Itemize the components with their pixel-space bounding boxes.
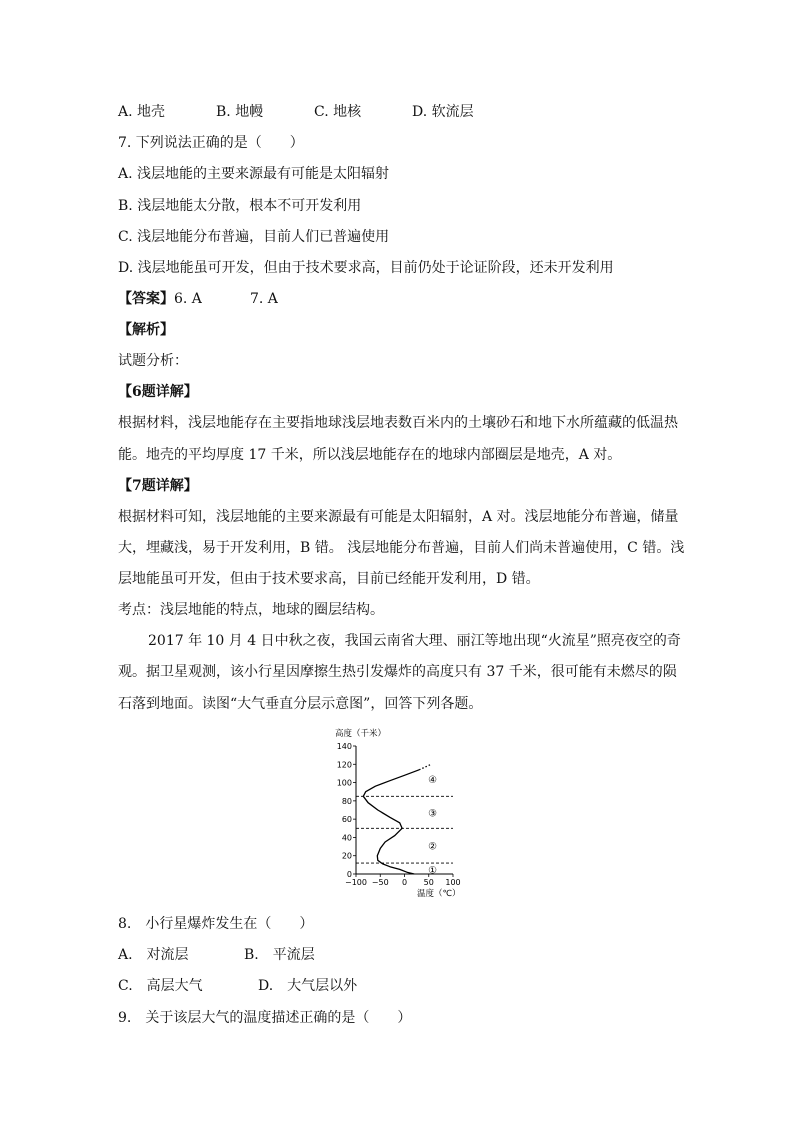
q6-option-d: D. 软流层 xyxy=(412,104,474,120)
analysis-label: 【解析】 xyxy=(118,322,174,338)
y-axis-title: 高度（千米） xyxy=(335,729,387,739)
q7-option-d: D. 浅层地能虽可开发，但由于技术要求高，目前仍处于论证阶段，还未开发利用 xyxy=(118,260,614,276)
layer-label: ④ xyxy=(428,774,438,786)
y-tick-label: 0 xyxy=(346,870,352,879)
y-tick-label: 20 xyxy=(341,851,352,861)
q6-detail-line-2: 能。地壳的平均厚度 17 千米，所以浅层地能存在的地球内部圈层是地壳，A 对。 xyxy=(118,447,622,463)
q7-detail-line-3: 层地能虽可开发，但由于技术要求高，目前已经能开发利用，D 错。 xyxy=(118,571,540,587)
q6-detail-title: 【6题详解】 xyxy=(118,384,198,400)
q8-stem: 8. 小行星爆炸发生在（ ） xyxy=(118,916,314,932)
answer-6: 6. A xyxy=(174,291,202,307)
q7-detail-line-2: 大，埋藏浅，易于开发利用，B 错。 浅层地能分布普遍，目前人们尚未普遍使用，C 错。浅 xyxy=(118,540,685,556)
q6-option-a: A. 地壳 xyxy=(118,104,166,120)
q7-detail-title: 【7题详解】 xyxy=(118,478,198,494)
q9-stem: 9. 关于该层大气的温度描述正确的是（ ） xyxy=(118,1010,412,1026)
q6-option-c: C. 地核 xyxy=(314,104,362,120)
x-axis-title: 温度（℃） xyxy=(417,889,461,899)
q8-option-b: B. 平流层 xyxy=(244,947,315,963)
y-tick-label: 60 xyxy=(341,815,352,825)
q8-option-a: A. 对流层 xyxy=(118,947,189,963)
q6-options xyxy=(118,102,474,122)
temperature-curve xyxy=(363,770,419,874)
x-tick-label: −100 xyxy=(345,878,367,887)
y-tick-label: 140 xyxy=(336,742,352,751)
q8-options-row-2 xyxy=(118,976,357,996)
x-tick-label: −50 xyxy=(371,878,389,887)
layer-label: ① xyxy=(428,865,438,877)
q7-stem: 7. 下列说法正确的是（ ） xyxy=(118,135,304,151)
passage-line-1: 2017 年 10 月 4 日中秋之夜，我国云南省大理、丽江等地出现“火流星”照亮夜空的奇 xyxy=(148,633,681,649)
answer-label: 【答案】 xyxy=(118,291,174,307)
y-tick-label: 80 xyxy=(341,796,352,806)
q6-detail-line-1: 根据材料，浅层地能存在主要指地球浅层地表数百米内的土壤砂石和地下水所蕴藏的低温热 xyxy=(118,415,678,431)
analysis-intro: 试题分析： xyxy=(118,353,188,369)
answer-line xyxy=(118,289,278,309)
y-tick-label: 40 xyxy=(341,833,352,843)
y-tick-label: 120 xyxy=(336,760,352,770)
q7-option-b: B. 浅层地能太分散，根本不可开发利用 xyxy=(118,198,362,214)
layer-label: ③ xyxy=(428,808,438,820)
x-tick-label: 100 xyxy=(445,878,461,887)
layer-label: ② xyxy=(428,841,438,853)
kaodian: 考点：浅层地能的特点，地球的圈层结构。 xyxy=(118,602,384,618)
q7-option-a: A. 浅层地能的主要来源最有可能是太阳辐射 xyxy=(118,166,390,182)
temperature-curve-extension xyxy=(419,764,431,770)
q7-detail-line-1: 根据材料可知，浅层地能的主要来源最有可能是太阳辐射，A 对。浅层地能分布普遍，储量 xyxy=(118,509,679,525)
q8-option-d: D. 大气层以外 xyxy=(258,978,358,994)
answer-7: 7. A xyxy=(250,291,278,307)
passage-line-2: 观。据卫星观测，该小行星因摩擦生热引发爆炸的高度只有 37 千米，很可能有未燃尽的陨 xyxy=(118,664,677,680)
q8-options-row-1 xyxy=(118,945,315,965)
q6-option-b: B. 地幔 xyxy=(216,104,264,120)
q7-option-c: C. 浅层地能分布普遍，目前人们已普遍使用 xyxy=(118,229,390,245)
chart-svg xyxy=(325,722,475,902)
q8-option-c: C. 高层大气 xyxy=(118,978,203,994)
atmosphere-layer-chart xyxy=(325,722,475,902)
x-tick-label: 0 xyxy=(401,878,408,887)
y-tick-label: 100 xyxy=(336,778,352,788)
x-tick-label: 50 xyxy=(423,878,434,887)
passage-line-3: 石落到地面。读图“大气垂直分层示意图”，回答下列各题。 xyxy=(118,696,483,712)
